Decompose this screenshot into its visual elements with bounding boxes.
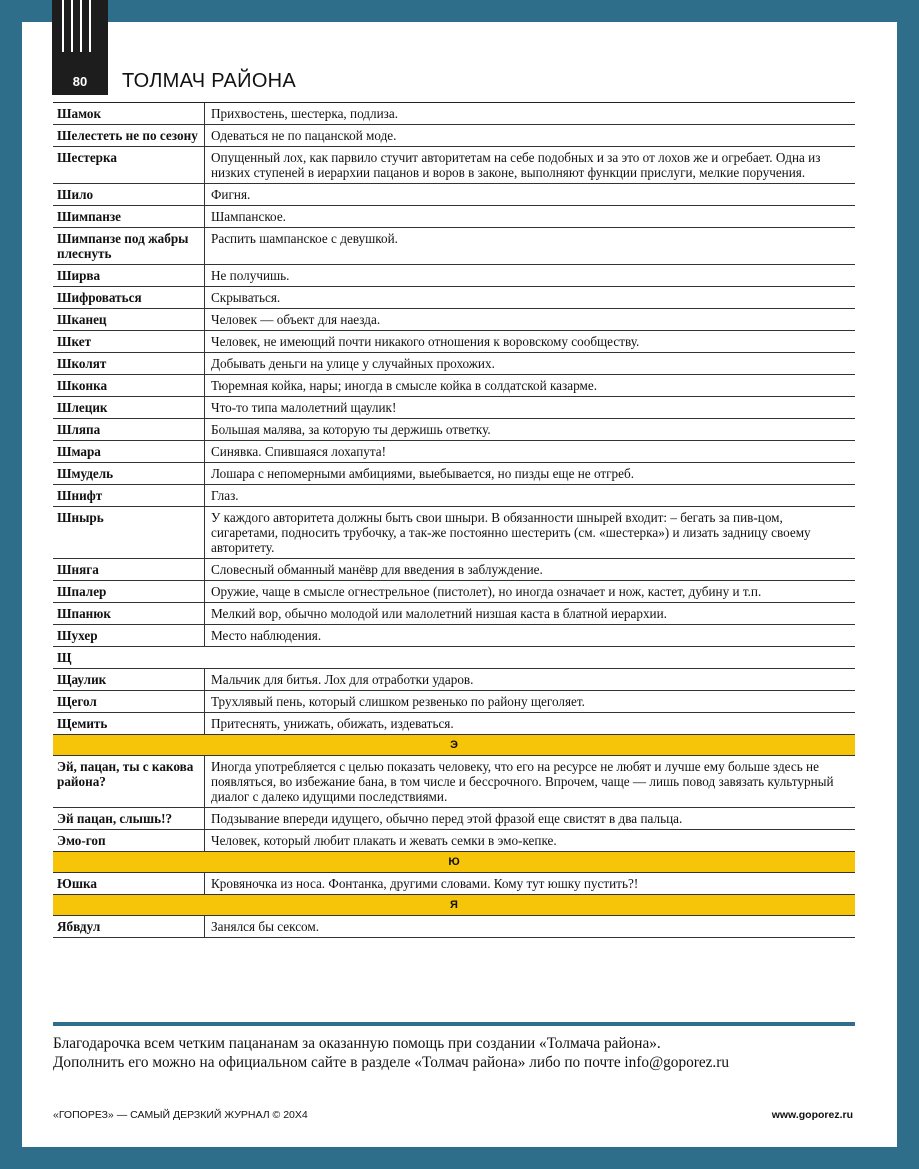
magazine-page xyxy=(22,22,897,1147)
term: Шлецик xyxy=(53,397,205,418)
term: Шпанюк xyxy=(53,603,205,624)
term: Эй пацан, слышь!? xyxy=(53,808,205,829)
term: Щ xyxy=(57,650,72,665)
definition: Что-то типа малолетний щаулик! xyxy=(211,400,397,415)
term: Шелестеть не по сезону xyxy=(53,125,205,146)
dictionary-row xyxy=(53,756,855,808)
definition: Мелкий вор, обычно молодой или малолетний низшая каста в блатной иерархии. xyxy=(211,606,667,621)
term: Шняга xyxy=(53,559,205,580)
dictionary-row xyxy=(53,147,855,184)
dictionary-table xyxy=(53,102,855,938)
dictionary-row xyxy=(53,873,855,895)
definition: Трухлявый пень, который слишком резвенько по району щеголяет. xyxy=(211,694,585,709)
dictionary-row xyxy=(53,125,855,147)
thanks-note xyxy=(53,1034,863,1072)
definition: Шампанское. xyxy=(211,209,286,224)
page-number: 80 xyxy=(72,74,88,89)
definition: Человек, который любит плакать и жевать семки в эмо-кепке. xyxy=(211,833,557,848)
term: Юшка xyxy=(53,873,205,894)
definition: Человек, не имеющий почти никакого отношения к воровскому сообществу. xyxy=(211,334,640,349)
definition: Скрываться. xyxy=(211,290,281,305)
definition: Распить шампанское с девушкой. xyxy=(211,231,398,246)
dictionary-row xyxy=(53,713,855,735)
dictionary-row xyxy=(53,625,855,647)
term: Шкет xyxy=(53,331,205,352)
divider-rule xyxy=(53,1022,855,1026)
term: Шнифт xyxy=(53,485,205,506)
term: Ябвдул xyxy=(53,916,205,937)
stripes-decoration xyxy=(62,0,98,52)
term: Шляпа xyxy=(53,419,205,440)
dictionary-row xyxy=(53,375,855,397)
term: Эй, пацан, ты с какова района? xyxy=(53,756,205,807)
definition: Одеваться не по пацанской моде. xyxy=(211,128,397,143)
term: Шканец xyxy=(53,309,205,330)
dictionary-row xyxy=(53,603,855,625)
definition: Словесный обманный манёвр для введения в заблуждение. xyxy=(211,562,543,577)
definition: Оружие, чаще в смысле огнестрельное (пистолет), но иногда означает и нож, кастет, дубину и т.п. xyxy=(211,584,762,599)
section-letter-bar: Я xyxy=(53,895,855,916)
term: Шмара xyxy=(53,441,205,462)
term: Шамок xyxy=(53,103,205,124)
term: Ширва xyxy=(53,265,205,286)
term: Щаулик xyxy=(53,669,205,690)
term: Школят xyxy=(53,353,205,374)
definition: Опущенный лох, как парвило стучит авторитетам на себе подобных и за это от лохов же и огребает. Одна из низких ступеней в иерархии пацанов и воров в законе, выполняют функции прислуги, мелкие поручения. xyxy=(211,150,821,180)
term: Шимпанзе под жабры плеснуть xyxy=(53,228,205,264)
definition: Подзывание впереди идущего, обычно перед этой фразой еще свистят в два пальца. xyxy=(211,811,683,826)
definition: Синявка. Спившаяся лохапута! xyxy=(211,444,387,459)
term: Шконка xyxy=(53,375,205,396)
dictionary-row xyxy=(53,441,855,463)
dictionary-row xyxy=(53,830,855,852)
letter-row xyxy=(53,647,855,669)
definition: Добывать деньги на улице у случайных прохожих. xyxy=(211,356,495,371)
definition: Не получишь. xyxy=(211,268,290,283)
term: Шифроваться xyxy=(53,287,205,308)
dictionary-row xyxy=(53,485,855,507)
term: Шухер xyxy=(53,625,205,646)
definition: Человек — объект для наезда. xyxy=(211,312,381,327)
definition xyxy=(204,647,855,668)
dictionary-row xyxy=(53,669,855,691)
dictionary-row xyxy=(53,916,855,938)
dictionary-row xyxy=(53,397,855,419)
term: Шпалер xyxy=(53,581,205,602)
page-tab xyxy=(52,0,108,95)
thanks-line-1: Благодарочка всем четким пацананам за оказанную помощь при создании «Толмача района». xyxy=(53,1035,661,1052)
dictionary-row xyxy=(53,287,855,309)
dictionary-row xyxy=(53,463,855,485)
footer-copyright: «ГОПОРЕЗ» — САМЫЙ ДЕРЗКИЙ ЖУРНАЛ © 20Х4 xyxy=(53,1109,308,1121)
definition: Лошара с непомерными амбициями, выебывается, но пизды еще не отгреб. xyxy=(211,466,634,481)
definition: Мальчик для битья. Лох для отработки ударов. xyxy=(211,672,474,687)
dictionary-row xyxy=(53,265,855,287)
dictionary-row xyxy=(53,184,855,206)
dictionary-row xyxy=(53,353,855,375)
dictionary-row xyxy=(53,559,855,581)
definition: Притеснять, унижать, обижать, издеваться. xyxy=(211,716,454,731)
definition: Кровяночка из носа. Фонтанка, другими словами. Кому тут юшку пустить?! xyxy=(211,876,639,891)
definition: Занялся бы сексом. xyxy=(211,919,320,934)
dictionary-row xyxy=(53,581,855,603)
thanks-line-2: Дополнить его можно на официальном сайте в разделе «Толмач района» либо по почте info@goporez.ru xyxy=(53,1054,729,1071)
term: Щегол xyxy=(53,691,205,712)
dictionary-row xyxy=(53,691,855,713)
definition: Тюремная койка, нары; иногда в смысле койка в солдатской казарме. xyxy=(211,378,597,393)
definition: Фигня. xyxy=(211,187,251,202)
dictionary-row xyxy=(53,507,855,559)
section-letter-bar: Ю xyxy=(53,852,855,873)
term: Шмудель xyxy=(53,463,205,484)
term: Шимпанзе xyxy=(53,206,205,227)
term: Эмо-гоп xyxy=(53,830,205,851)
page-title: ТОЛМАЧ РАЙОНА xyxy=(122,70,297,92)
dictionary-row xyxy=(53,309,855,331)
definition: Глаз. xyxy=(211,488,239,503)
term: Шнырь xyxy=(53,507,205,558)
definition: Большая малява, за которую ты держишь ответку. xyxy=(211,422,491,437)
definition: Иногда употребляется с целью показать человеку, что его на ресурсе не любят и лучше ему больше здесь не появляться, во избежание бана, в том числе и бессрочного. Впрочем, чаще — лишь повод завязать культурный диалог с далеко идущими последствиями. xyxy=(211,759,834,804)
dictionary-row xyxy=(53,419,855,441)
definition: Место наблюдения. xyxy=(211,628,322,643)
term: Щемить xyxy=(53,713,205,734)
dictionary-row xyxy=(53,228,855,265)
definition: У каждого авторитета должны быть свои шныри. В обязанности шнырей входит: – бегать за пив-цом, сигаретами, подносить трубочку, а так-же постоянно шестерить (см. «шестерка») и лизать задницу своему авторитету. xyxy=(211,510,811,555)
dictionary-row xyxy=(53,331,855,353)
dictionary-row xyxy=(53,808,855,830)
footer-url[interactable]: www.goporez.ru xyxy=(771,1109,853,1121)
term: Шестерка xyxy=(53,147,205,183)
definition: Прихвостень, шестерка, подлиза. xyxy=(211,106,398,121)
dictionary-row xyxy=(53,103,855,125)
dictionary-row xyxy=(53,206,855,228)
term: Шило xyxy=(53,184,205,205)
section-letter-bar: Э xyxy=(53,735,855,756)
